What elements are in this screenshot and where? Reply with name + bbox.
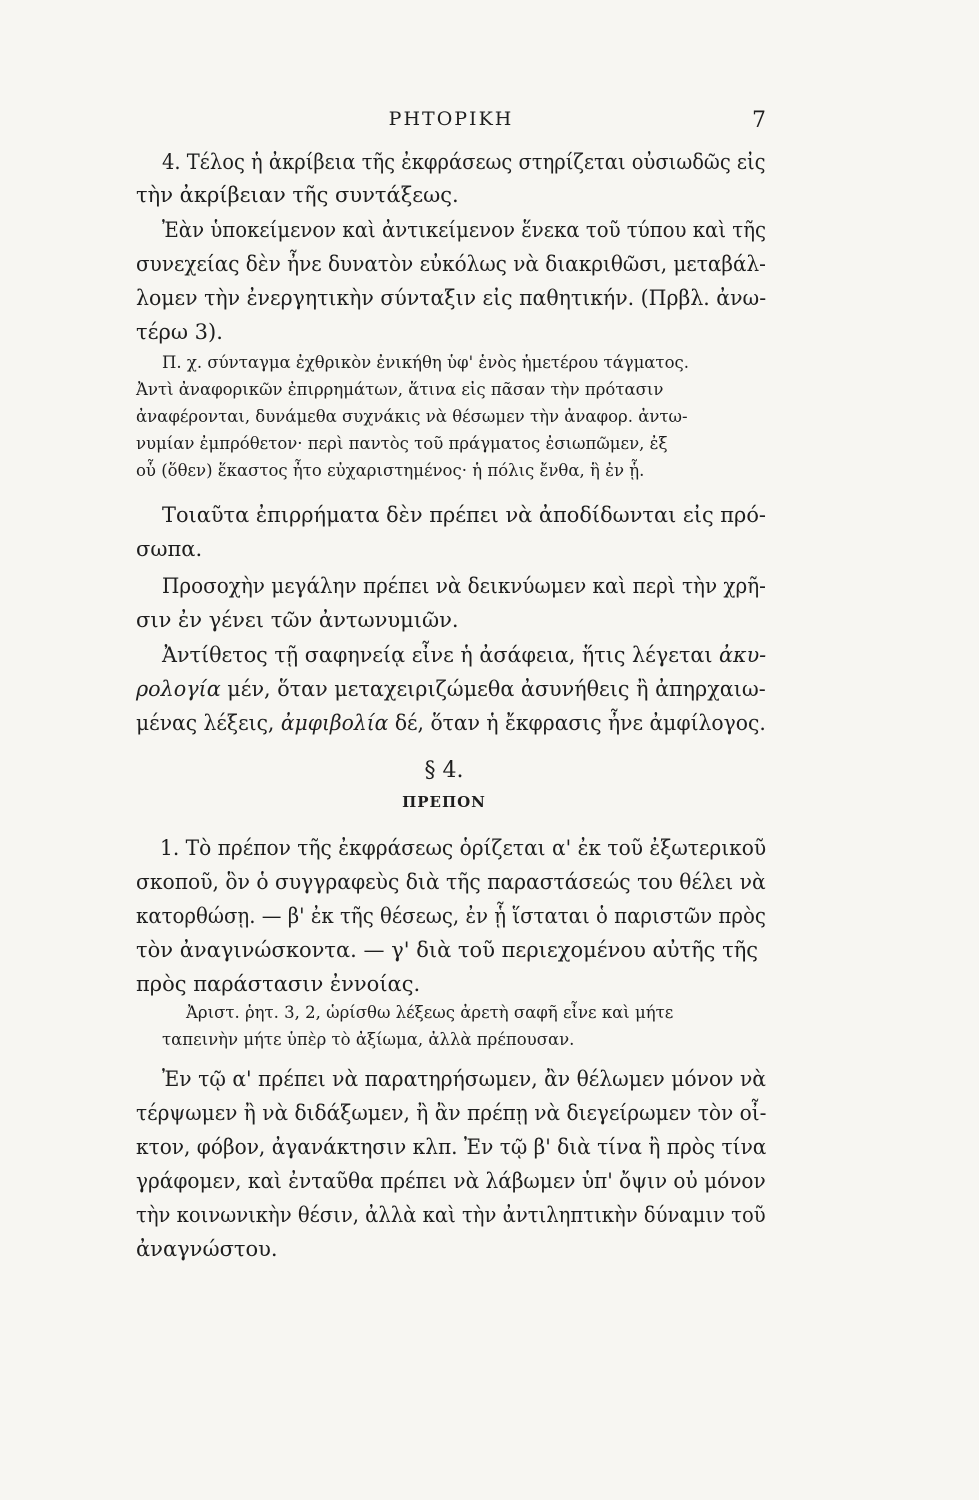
text-line: 4. Τέλος ἡ ἀκρίβεια τῆς ἐκφράσεως στηρίζεται οὐσιωδῶς εἰς — [162, 150, 766, 174]
page-number: 7 — [752, 108, 766, 133]
note-line: Ἀριστ. ῥητ. 3, 2, ὡρίσθω λέξεως ἀρετὴ σαφῆ εἶνε καὶ μήτε — [186, 1003, 674, 1022]
text-line: Ἐὰν ὑποκείμενον καὶ ἀντικείμενον ἕνεκα τοῦ τύπου καὶ τῆς — [162, 218, 767, 242]
note-line: οὗ (ὅθεν) ἕκαστος ἦτο εὐχαριστημένος· ἡ πόλις ἔνθα, ἣ ἐν ᾗ. — [136, 461, 645, 480]
section-mark: § 4. — [424, 758, 464, 783]
running-header — [136, 108, 766, 138]
note-line: Π. χ. σύνταγμα ἐχθρικὸν ἐνικήθη ὑφ' ἑνὸς ἡμετέρου τάγματος. — [162, 353, 689, 372]
text-line: τέρω 3). — [136, 320, 223, 344]
term-akyrologia: ἀκυ- — [719, 643, 767, 667]
note-line: ἀναφέρονται, δυνάμεθα συχνάκις νὰ θέσωμεν τὴν ἀναφορ. ἀντω- — [136, 407, 688, 426]
text-line: Προσοχὴν μεγάλην πρέπει νὰ δεικνύωμεν καὶ περὶ τὴν χρῆ- — [162, 574, 766, 598]
text-run: δέ, ὅταν ἡ ἔκφρασις ἦνε ἀμφίλογος. — [388, 711, 766, 735]
text-line: ἀναγνώστου. — [136, 1237, 278, 1261]
text-line: σιν ἐν γένει τῶν ἀντωνυμιῶν. — [136, 608, 459, 632]
text-line: τέρψωμεν ἢ νὰ διδάξωμεν, ἢ ἂν πρέπῃ νὰ διεγείρωμεν τὸν οἶ- — [136, 1101, 767, 1125]
text-line: τὸν ἀναγινώσκοντα. — γ' διὰ τοῦ περιεχομένου αὐτῆς τῆς — [136, 938, 759, 962]
text-line: Τοιαῦτα ἐπιρρήματα δὲν πρέπει νὰ ἀποδίδωνται εἰς πρό- — [162, 503, 766, 527]
term-akyrologia-end: ρολογία — [136, 677, 221, 701]
text-line: τὴν ἀκρίβειαν τῆς συντάξεως. — [136, 183, 459, 207]
text-line: Ἐν τῷ α' πρέπει νὰ παρατηρήσωμεν, ἂν θέλωμεν μόνον νὰ — [162, 1067, 767, 1091]
text-line: σωπα. — [136, 537, 203, 561]
note-line: ταπεινὴν μήτε ὑπὲρ τὸ ἀξίωμα, ἀλλὰ πρέπουσαν. — [162, 1030, 575, 1049]
note-line: νυμίαν ἐμπρόθετον· περὶ παντὸς τοῦ πράγματος ἐσιωπῶμεν, ἐξ — [136, 434, 668, 453]
text-line — [136, 677, 766, 701]
text-line: πρὸς παράστασιν ἐννοίας. — [136, 972, 421, 996]
text-line: κατορθώσῃ. — β' ἐκ τῆς θέσεως, ἐν ᾗ ἵσταται ὁ παριστῶν πρὸς — [136, 904, 766, 928]
text-line: κτον, φόβον, ἀγανάκτησιν κλπ. Ἐν τῷ β' διὰ τίνα ἢ πρὸς τίνα — [136, 1135, 767, 1159]
note-line: Ἀντὶ ἀναφορικῶν ἐπιρρημάτων, ἅτινα εἰς πᾶσαν τὴν πρότασιν — [136, 380, 664, 399]
text-run: Ἀντίθετος τῇ σαφηνείᾳ εἶνε ἡ ἀσάφεια, ἥτις λέγεται — [162, 643, 720, 667]
text-line: σκοποῦ, ὃν ὁ συγγραφεὺς διὰ τῆς παραστάσεώς του θέλει νὰ — [136, 870, 766, 894]
text-line: λομεν τὴν ἐνεργητικὴν σύνταξιν εἰς παθητικήν. (Πρβλ. ἀνω- — [136, 286, 767, 310]
running-title: ΡΗΤΟΡΙΚΗ — [388, 108, 514, 130]
text-line — [136, 711, 766, 735]
text-line: τὴν κοινωνικὴν θέσιν, ἀλλὰ καὶ τὴν ἀντιληπτικὴν δύναμιν τοῦ — [136, 1203, 766, 1227]
text-run: μένας λέξεις, — [136, 711, 281, 735]
text-line: 1. Τὸ πρέπον τῆς ἐκφράσεως ὁρίζεται α' ἐκ τοῦ ἐξωτερικοῦ — [160, 836, 767, 860]
text-line: συνεχείας δὲν ἦνε δυνατὸν εὐκόλως νὰ διακριθῶσι, μεταβάλ- — [136, 252, 766, 276]
text-line: γράφομεν, καὶ ἐνταῦθα πρέπει νὰ λάβωμεν ὑπ' ὄψιν οὐ μόνον — [136, 1169, 766, 1193]
text-run: μέν, ὅταν μεταχειριζώμεθα ἀσυνήθεις ἢ ἀπηρχαιω- — [220, 677, 766, 701]
term-amfibolia: ἀμφιβολία — [280, 711, 389, 735]
section-heading — [136, 758, 766, 811]
text-line — [162, 643, 766, 667]
section-title: ΠΡΕΠΟΝ — [402, 793, 486, 811]
